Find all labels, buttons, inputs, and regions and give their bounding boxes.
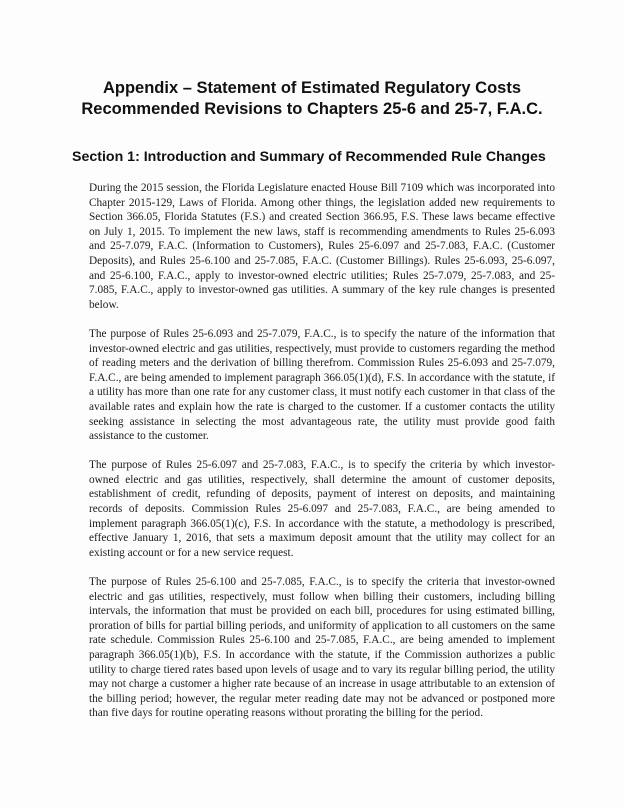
body-text: [89, 181, 555, 721]
paragraph-2: The purpose of Rules 25-6.093 and 25-7.079, F.A.C., is to specify the nature of the information that investor-owned electric and gas utilities, respectively, must provide to customers regarding the method of reading meters and the derivation of billing therefrom. Commission Rules 25-6.093 and 25-7.079, F.A.C., are being amended to implement paragraph 366.05(1)(d), F.S. In accordance with the statute, if a utility has more than one rate for any customer class, it must notify each customer in that class of the available rates and explain how the rate is charged to the customer. If a customer contacts the utility seeking assistance in selecting the most advantageous rate, the utility must provide good faith assistance to the customer.: [89, 327, 555, 443]
title-line-1: Appendix – Statement of Estimated Regulatory Costs: [102, 79, 522, 97]
page-title: [40, 78, 584, 120]
paragraph-1: During the 2015 session, the Florida Legislature enacted House Bill 7109 which was incorporated into Chapter 2015-129, Laws of Florida. Among other things, the legislation added new requirements to Section 366.05, Florida Statutes (F.S.) and created Section 366.95, F.S. These laws became effective on July 1, 2015. To implement the new laws, staff is recommending amendments to Rules 25-6.093 and 25-7.079, F.A.C. (Information to Customers), Rules 25-6.097 and 25-7.083, F.A.C. (Customer Deposits), and Rules 25-6.100 and 25-7.085, F.A.C. (Customer Billings). Rules 25-6.093, 25-6.097, and 25-6.100, F.A.C., apply to investor-owned electric utilities; Rules 25-7.079, 25-7.083, and 25-7.085, F.A.C., apply to investor-owned gas utilities. A summary of the key rule changes is presented below.: [89, 182, 555, 311]
section-heading: Section 1: Introduction and Summary of Recommended Rule Changes: [72, 149, 546, 165]
paragraph-3: The purpose of Rules 25-6.097 and 25-7.083, F.A.C., is to specify the criteria by which investor-owned electric and gas utilities, respectively, shall determine the amount of customer deposits, establishment of credit, refunding of deposits, payment of interest on deposits, and maintaining records of deposits. Commission Rules 25-6.097 and 25-7.083, F.A.C., are being amended to implement paragraph 366.05(1)(c), F.S. In accordance with the statute, a methodology is prescribed, effective January 1, 2016, that sets a maximum deposit amount that the utility may collect for an existing account or for a new service request.: [89, 459, 555, 559]
paragraph-4: The purpose of Rules 25-6.100 and 25-7.085, F.A.C., is to specify the criteria that investor-owned electric and gas utilities, respectively, must follow when billing their customers, including billing intervals, the information that must be provided on each bill, procedures for using estimated billing, proration of bills for partial billing periods, and uniformity of application to all customers on the same rate schedule. Commission Rules 25-6.100 and 25-7.085, F.A.C., are being amended to implement paragraph 366.05(1)(b), F.S. In accordance with the statute, if the Commission authorizes a public utility to charge tiered rates based upon levels of usage and to vary its regular billing period, the utility may not charge a customer a higher rate because of an increase in usage attributable to an extension of the billing period; however, the regular meter reading date may not be advanced or postponed more than five days for routine operating reasons without prorating the billing for the period.: [89, 576, 555, 720]
title-line-2: Recommended Revisions to Chapters 25-6 and 25-7, F.A.C.: [81, 100, 543, 118]
